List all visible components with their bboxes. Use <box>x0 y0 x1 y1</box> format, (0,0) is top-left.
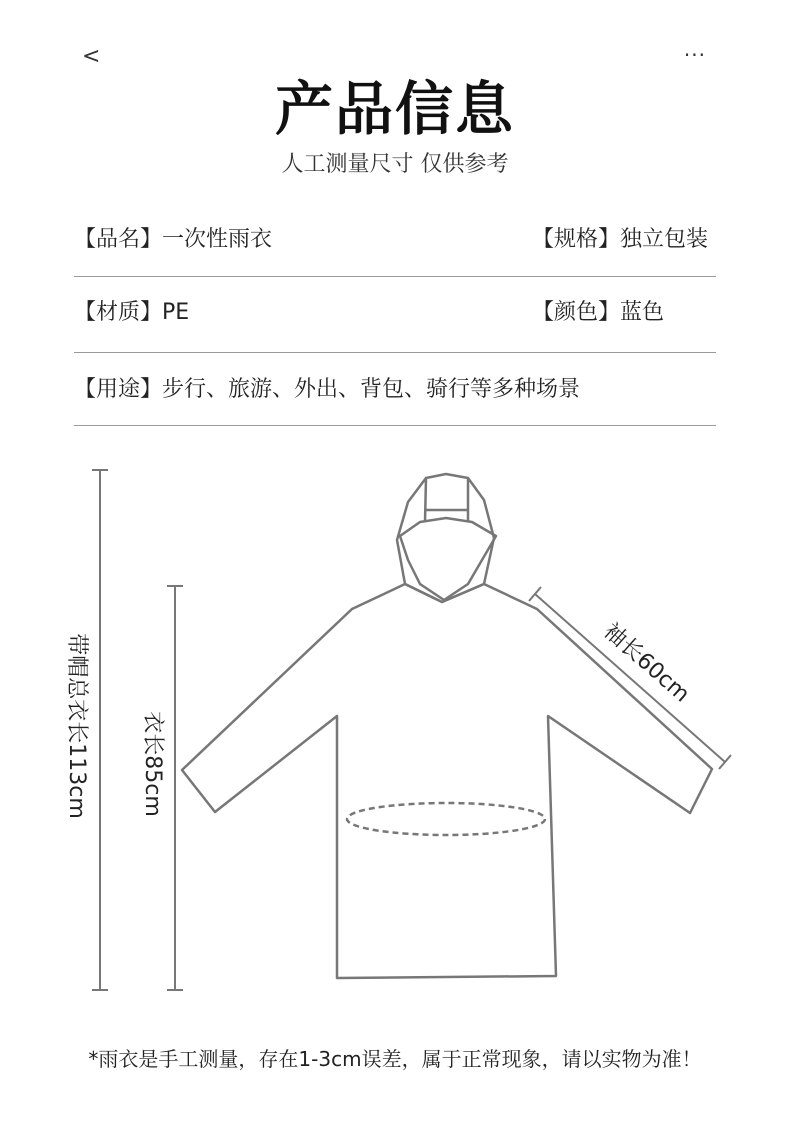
page-title: 产品信息 <box>274 75 515 143</box>
waist-line <box>347 803 545 835</box>
hood-seam-left <box>425 478 426 522</box>
body-length-label: 衣长85cm <box>140 711 165 817</box>
sleeve-length-ruler <box>529 587 731 769</box>
total-length-label: 带帽总衣长113cm <box>64 633 89 819</box>
total-length-ruler <box>92 470 108 990</box>
product-usage: 【用途】步行、旅游、外出、背包、骑行等多种场景 <box>74 377 581 402</box>
more-dots-icon: ··· <box>683 43 706 67</box>
page-subtitle: 人工测量尺寸 仅供参考 <box>281 152 509 177</box>
body-length-ruler <box>167 586 183 990</box>
product-material: 【材质】PE <box>74 300 190 325</box>
chevron-left-icon: < <box>82 44 101 69</box>
product-color: 【颜色】蓝色 <box>532 300 665 325</box>
product-spec: 【规格】独立包装 <box>532 227 709 252</box>
sleeve-length-label: 袖长60cm <box>598 618 695 708</box>
raincoat-outline <box>182 474 712 978</box>
hood-outer <box>397 474 494 602</box>
product-name: 【品名】一次性雨衣 <box>74 227 273 252</box>
measurement-note: *雨衣是手工测量，存在1-3cm误差，属于正常现象，请以实物为准！ <box>88 1047 702 1071</box>
